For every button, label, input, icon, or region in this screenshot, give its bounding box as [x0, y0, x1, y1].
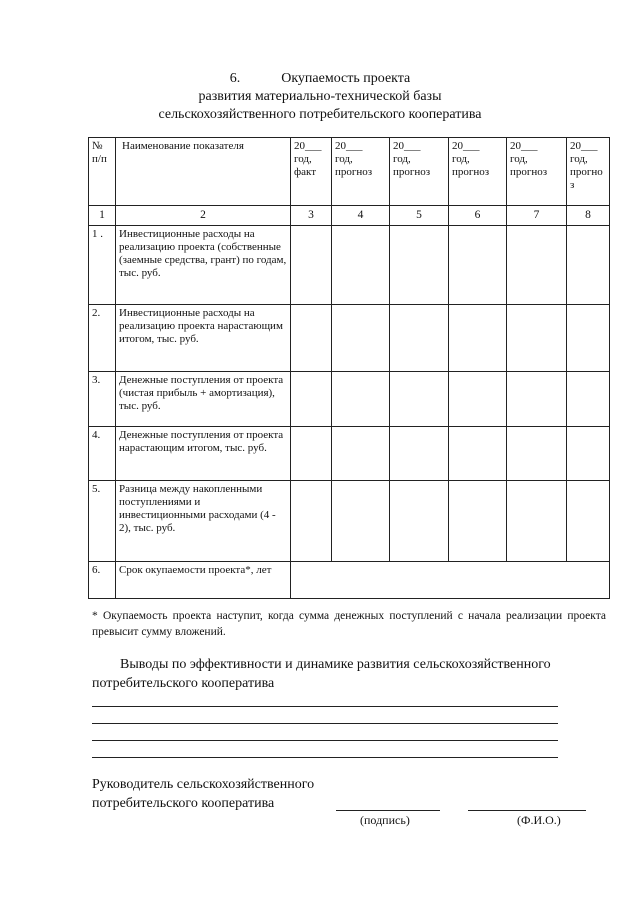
header-year-5	[507, 138, 567, 206]
row-num: 5.	[89, 481, 116, 562]
row-num: 6.	[89, 562, 116, 599]
value-cell	[567, 226, 610, 305]
year-blank: 20___	[510, 140, 538, 152]
value-cell	[291, 305, 332, 372]
row-num: 3.	[89, 372, 116, 427]
header-year-4	[449, 138, 507, 206]
year-type: год, прогно з	[570, 153, 603, 191]
row-label: Денежные поступления от проекта (чистая прибыль + амортизация), тыс. руб.	[116, 372, 291, 427]
column-number-row	[89, 206, 610, 226]
value-cell	[390, 226, 449, 305]
header-year-2	[332, 138, 390, 206]
col-number: 4	[332, 206, 390, 226]
conclusion-line	[92, 740, 558, 741]
year-type: год, факт	[294, 153, 317, 178]
payback-table	[88, 137, 610, 599]
value-cell	[291, 372, 332, 427]
value-cell	[291, 481, 332, 562]
name-line	[468, 810, 586, 811]
value-cell	[507, 226, 567, 305]
header-name: Наименование показателя	[116, 138, 291, 206]
year-type: год, прогноз	[510, 153, 548, 178]
year-blank: 20___	[335, 140, 363, 152]
section-title	[0, 70, 640, 88]
value-cell	[332, 372, 390, 427]
row-num: 2.	[89, 305, 116, 372]
row-label: Инвестиционные расходы на реализацию проекта (собственные (заемные средства, грант) по годам, тыс. руб.	[116, 226, 291, 305]
row-label: Разница между накопленными поступлениями и инвестиционными расходами (4 - 2), тыс. руб.	[116, 481, 291, 562]
row-num: 4.	[89, 427, 116, 481]
value-cell	[567, 427, 610, 481]
col-number: 6	[449, 206, 507, 226]
value-cell	[291, 226, 332, 305]
year-blank: 20___	[393, 140, 421, 152]
value-cell	[332, 481, 390, 562]
title-line-1: Окупаемость проекта	[281, 71, 411, 86]
table-row	[89, 372, 610, 427]
merged-value-cell	[291, 562, 610, 599]
value-cell	[449, 372, 507, 427]
value-cell	[291, 427, 332, 481]
conclusion-line	[92, 757, 558, 758]
value-cell	[390, 372, 449, 427]
value-cell	[449, 226, 507, 305]
section-number: 6.	[229, 71, 241, 86]
value-cell	[507, 427, 567, 481]
footnote: * Окупаемость проекта наступит, когда сумма денежных поступлений с начала реализации проекта превысит сумму вложений.	[92, 610, 606, 638]
value-cell	[390, 305, 449, 372]
signature-caption: (подпись)	[360, 813, 410, 827]
year-blank: 20___	[452, 140, 480, 152]
value-cell	[390, 427, 449, 481]
value-cell	[507, 481, 567, 562]
col-number: 3	[291, 206, 332, 226]
value-cell	[567, 481, 610, 562]
row-label: Денежные поступления от проекта нарастающим итогом, тыс. руб.	[116, 427, 291, 481]
table-row	[89, 305, 610, 372]
value-cell	[449, 427, 507, 481]
conclusion-line	[92, 723, 558, 724]
title-line-3: сельскохозяйственного потребительского кооператива	[158, 107, 482, 122]
header-year-3	[390, 138, 449, 206]
value-cell	[449, 305, 507, 372]
signatory-line-2: потребительского кооператива	[92, 796, 275, 811]
row-label: Инвестиционные расходы на реализацию проекта нарастающим итогом, тыс. руб.	[116, 305, 291, 372]
header-num: № п/п	[89, 138, 116, 206]
year-blank: 20___	[570, 140, 598, 152]
header-year-1	[291, 138, 332, 206]
value-cell	[449, 481, 507, 562]
col-number: 1	[89, 206, 116, 226]
table-row	[89, 427, 610, 481]
conclusions-heading: Выводы по эффективности и динамике развития сельскохозяйственного потребительского кооператива	[92, 657, 551, 691]
col-number: 7	[507, 206, 567, 226]
col-number: 5	[390, 206, 449, 226]
value-cell	[507, 372, 567, 427]
value-cell	[390, 481, 449, 562]
col-number: 8	[567, 206, 610, 226]
value-cell	[332, 427, 390, 481]
value-cell	[567, 372, 610, 427]
value-cell	[507, 305, 567, 372]
year-type: год, прогноз	[452, 153, 490, 178]
value-cell	[332, 226, 390, 305]
table-row	[89, 226, 610, 305]
year-type: год, прогноз	[393, 153, 431, 178]
col-number: 2	[116, 206, 291, 226]
row-label: Срок окупаемости проекта*, лет	[116, 562, 291, 599]
year-blank: 20___	[294, 140, 322, 152]
name-caption: (Ф.И.О.)	[517, 813, 561, 827]
signatory	[92, 775, 314, 813]
table-row	[89, 562, 610, 599]
conclusion-line	[92, 706, 558, 707]
value-cell	[567, 305, 610, 372]
value-cell	[332, 305, 390, 372]
title-line-2: развития материально-технической базы	[198, 89, 442, 104]
header-year-6	[567, 138, 610, 206]
table-row	[89, 481, 610, 562]
row-num: 1 .	[89, 226, 116, 305]
signature-line	[336, 810, 440, 811]
signatory-line-1: Руководитель сельскохозяйственного	[92, 777, 315, 792]
header-row	[89, 138, 610, 206]
year-type: год, прогноз	[335, 153, 373, 178]
